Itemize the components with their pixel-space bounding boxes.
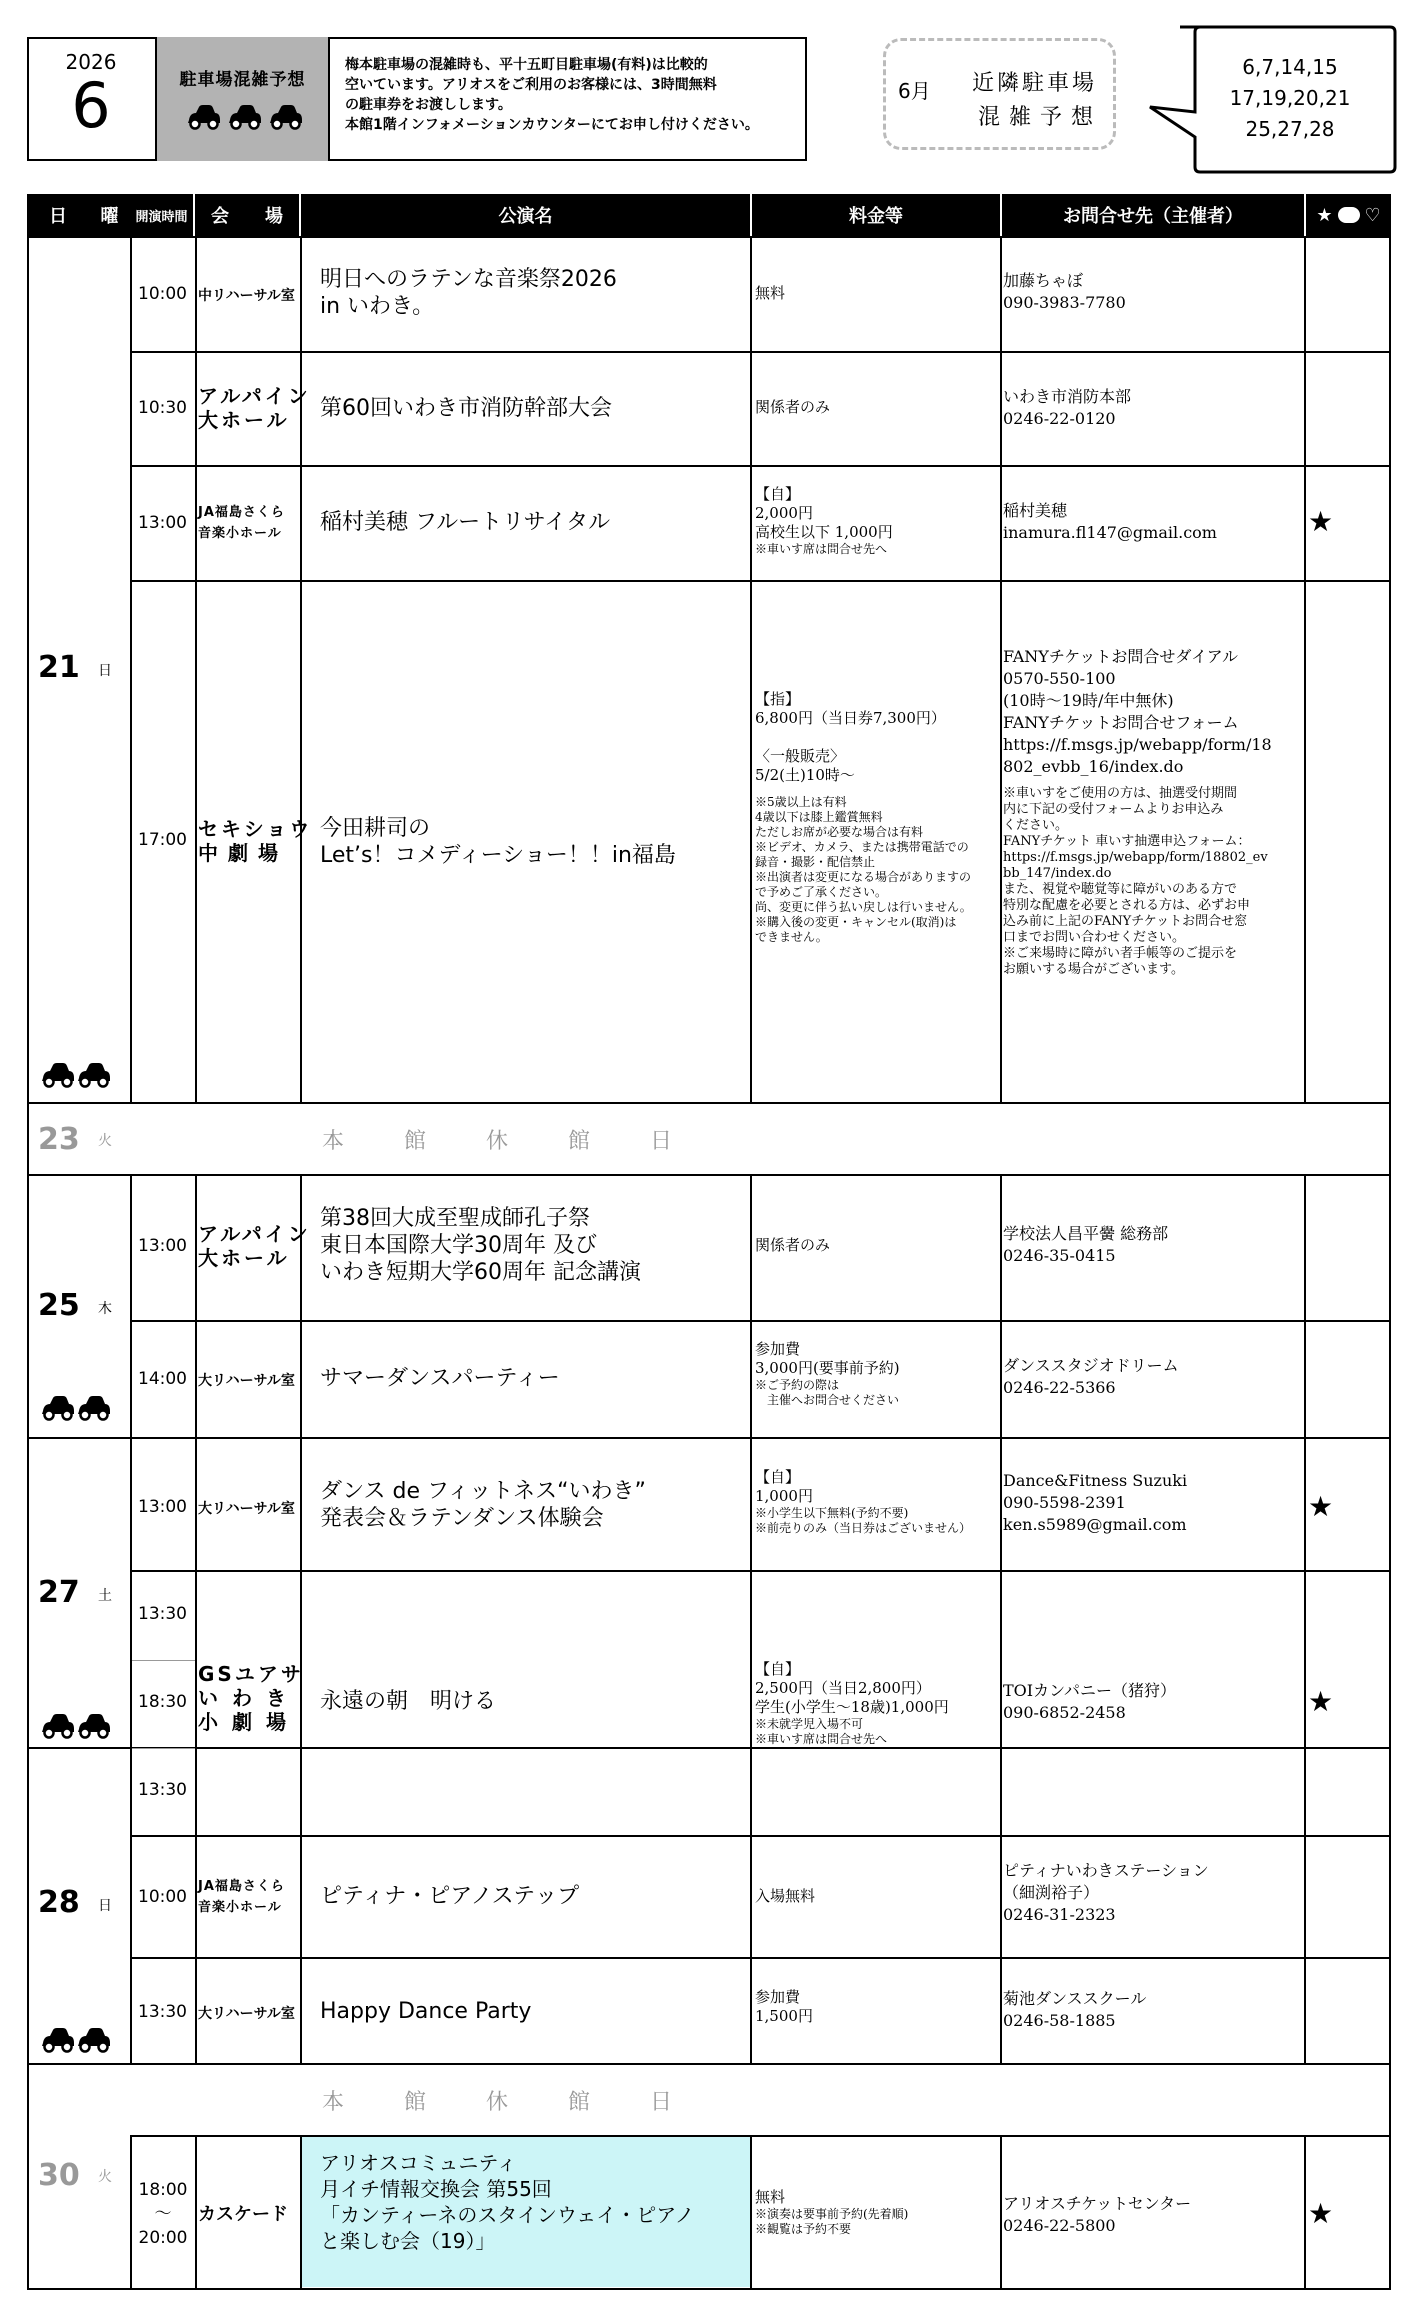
contact-line: TOIカンパニー（猪狩） [1003, 1681, 1176, 1700]
fee-note: 録音・撮影・配信禁止 [755, 855, 876, 869]
day-date: 21 [38, 650, 80, 685]
event-time: 17:00 [138, 830, 187, 850]
venue-line: 小劇場 [198, 1710, 300, 1734]
fee-note: ただしお席が必要な場合は有料 [755, 825, 924, 839]
car-icon [76, 1395, 112, 1421]
day-weekday: 日 [98, 1898, 112, 1914]
event-title: 稲村美穂 フルートリサイタル [320, 510, 611, 535]
contact-note: また、視覚や聴覚等に障がいのある方で [1003, 882, 1238, 897]
fee-note: 尚、変更に伴う払い戻しは行いません。 [755, 900, 972, 914]
event-title [320, 815, 676, 869]
contact-note: お願いする場合がございます。 [1003, 962, 1184, 977]
venue-line: 大ホール [198, 408, 290, 432]
event-title-line: 「カンティーネのスタインウェイ・ピアノ [320, 2203, 695, 2227]
star-icon: ★ [1308, 505, 1334, 538]
contact-line: ken.s5989@gmail.com [1003, 1515, 1187, 1534]
event-title [320, 1205, 641, 1286]
event-contact [1003, 1223, 1168, 1267]
event-title-line: いわき短期大学60周年 記念講演 [320, 1260, 641, 1285]
fee-note: ※購入後の変更・キャンセル(取消)は [755, 915, 957, 929]
event-title: 永遠の朝 明ける [320, 1689, 497, 1714]
nearby-dates-line: 17,19,20,21 [1229, 86, 1351, 110]
event-fee: 無料 [755, 284, 786, 302]
fee-note: ※5歳以上は有料 [755, 795, 847, 809]
fee-note: ※演奏は要事前予約(先着順) [755, 2207, 909, 2221]
parking-note [345, 55, 800, 135]
day-weekday: 火 [98, 1133, 112, 1149]
event-title-line: 明日へのラテンな音楽祭2026 [320, 267, 617, 292]
contact-note: 口までお問い合わせください。 [1003, 930, 1186, 945]
event-fee: 関係者のみ [755, 1236, 831, 1254]
contact-line: 0246-22-0120 [1003, 409, 1116, 428]
event-time: 10:00 [138, 284, 187, 304]
fee-line: 1,000円 [755, 1487, 813, 1505]
time-line: 18:00 [138, 2180, 188, 2200]
event-fee: 入場無料 [755, 1887, 816, 1905]
contact-note: https://f.msgs.jp/webapp/form/18802_ev [1003, 850, 1268, 865]
event-title: 第60回いわき市消防幹部大会 [320, 396, 612, 421]
car-icon [40, 1713, 76, 1739]
event-title-line: in いわき。 [320, 294, 435, 319]
col-header-contact: お問合せ先（主催者） [1002, 194, 1304, 236]
event-title-line: 今田耕司の [320, 816, 431, 841]
day-cars [40, 1395, 112, 1425]
fee-line: 6,800円（当日券7,300円） [755, 709, 946, 727]
event-contact [1003, 270, 1126, 314]
event-venue [198, 817, 312, 865]
parking-forecast-label: 駐車場混雑予想 [179, 70, 306, 90]
venue-line: JA福島さくら [198, 1879, 285, 1894]
day-weekday: 火 [98, 2169, 112, 2185]
parking-note-line: 本館1階インフォメーションカウンターにてお申し付けください。 [345, 117, 759, 133]
fee-note: ※ビデオ、カメラ、または携帯電話での [755, 840, 969, 854]
car-icon [76, 2027, 112, 2053]
fee-note: 主催へお問合せください [755, 1393, 900, 1407]
event-fee [755, 690, 972, 945]
venue-line: いわき [198, 1686, 300, 1710]
col-header-time: 開演時間 [130, 194, 193, 236]
contact-note: 内に下記の受付フォームよりお申込み [1003, 802, 1224, 817]
venue-line: セキショウ [198, 817, 313, 841]
event-venue: 中リハーサル室 [198, 288, 295, 304]
day-date: 27 [38, 1575, 80, 1610]
event-venue [198, 384, 311, 432]
contact-line: ピティナいわきステーション [1003, 1861, 1209, 1880]
car-icon [268, 104, 304, 130]
event-title-line: アリオスコミュニティ [320, 2151, 517, 2175]
contact-line: いわき市消防本部 [1003, 387, 1132, 406]
fee-line: 【自】 [755, 1468, 801, 1486]
fee-note: ※小学生以下無料(予約不要) [755, 1506, 909, 1520]
contact-line: （細渕裕子） [1003, 1883, 1100, 1902]
parking-note-line: 空いています。アリオスをご利用のお客様には、3時間無料 [345, 77, 717, 93]
venue-line: 音楽小ホール [198, 526, 282, 541]
fee-line: 参加費 [755, 1340, 801, 1358]
contact-note: ※ご来場時に障がい者手帳等のご提示を [1003, 946, 1238, 961]
contact-line: https://f.msgs.jp/webapp/form/18 [1003, 735, 1272, 754]
event-venue: 大リハーサル室 [198, 1373, 295, 1389]
contact-line: Dance&Fitness Suzuki [1003, 1471, 1188, 1490]
event-time: 14:00 [138, 1369, 187, 1389]
contact-line: 802_evbb_16/index.do [1003, 757, 1184, 776]
event-time [138, 2178, 188, 2250]
fee-line: 5/2(土)10時〜 [755, 766, 855, 784]
car-icon [40, 2027, 76, 2053]
nearby-dates-line: 25,27,28 [1245, 117, 1335, 141]
venue-line: 音楽小ホール [198, 1900, 282, 1915]
event-time: 18:30 [138, 1692, 187, 1712]
event-contact [1003, 2193, 1191, 2237]
venue-line: GSユアサ [198, 1662, 304, 1686]
venue-line: アルパイン [198, 1222, 311, 1246]
header-year: 2026 [65, 50, 117, 74]
day-cars [40, 1062, 112, 1092]
event-title-line: Let’s！コメディーショー！！in福島 [320, 843, 676, 868]
contact-line: 0570-550-100 [1003, 669, 1116, 688]
fee-note: ※前売りのみ（当日券はございません） [755, 1521, 972, 1535]
fee-line: 2,000円 [755, 504, 813, 522]
contact-line: FANYチケットお問合せフォーム [1003, 713, 1239, 732]
event-venue: 大リハーサル室 [198, 1501, 295, 1517]
wheelchair-icon [1338, 207, 1360, 223]
venue-line: 大ホール [198, 1246, 290, 1270]
car-icon [40, 1062, 76, 1088]
parking-note-line: 梅本駐車場の混雑時も、平十五町目駐車場(有料)は比較的 [345, 57, 708, 73]
col-header-marks [1306, 194, 1391, 236]
fee-note: ※観覧は予約不要 [755, 2222, 852, 2236]
venue-line: JA福島さくら [198, 505, 285, 520]
event-title-line: 発表会＆ラテンダンス体験会 [320, 1506, 604, 1531]
car-icon [76, 1713, 112, 1739]
contact-line: inamura.fl147@gmail.com [1003, 523, 1217, 542]
event-contact [1003, 500, 1217, 544]
event-contact [1003, 1988, 1146, 2032]
event-title [320, 266, 617, 320]
fee-line: 〈一般販売〉 [755, 747, 846, 765]
contact-line: 090-6852-2458 [1003, 1703, 1126, 1722]
event-contact [1003, 386, 1131, 430]
event-title-line: と楽しむ会（19）」 [320, 2229, 496, 2253]
day-weekday: 木 [98, 1301, 112, 1317]
contact-line: 菊池ダンススクール [1003, 1989, 1147, 2008]
nearby-label: 混雑予想 [978, 105, 1103, 130]
fee-line: 1,500円 [755, 2007, 813, 2025]
fee-line: 参加費 [755, 1988, 801, 2006]
event-title-line: 東日本国際大学30周年 及び [320, 1233, 597, 1258]
event-venue [198, 502, 285, 544]
day-date: 30 [38, 2158, 80, 2193]
event-title-line: ダンス de フィットネス“いわき” [320, 1479, 646, 1504]
event-time: 13:00 [138, 513, 187, 533]
event-title: Happy Dance Party [320, 1999, 532, 2024]
contact-note: ※車いすをご使用の方は、抽選受付期間 [1003, 786, 1238, 801]
day-date: 25 [38, 1288, 80, 1323]
col-header-venue: 会 場 [195, 194, 299, 236]
event-title: ピティナ・ピアノステップ [320, 1884, 580, 1909]
parking-cars [165, 104, 325, 134]
fee-line: 高校生以下 1,000円 [755, 523, 893, 541]
event-fee [755, 1468, 971, 1536]
day-date: 23 [38, 1122, 80, 1157]
event-contact [1003, 1860, 1209, 1926]
fee-line: 学生(小学生〜18歳)1,000円 [755, 1698, 949, 1716]
contact-line: 学校法人昌平黌 総務部 [1003, 1224, 1169, 1243]
event-contact [1003, 1470, 1187, 1536]
event-venue [198, 1222, 311, 1270]
event-title: サマーダンスパーティー [320, 1366, 560, 1391]
event-venue: 大リハーサル室 [198, 2006, 295, 2022]
parking-note-line: の駐車券をお渡しします。 [345, 97, 512, 113]
contact-line: FANYチケットお問合せダイアル [1003, 647, 1238, 666]
col-header-weekday: 曜 [89, 194, 130, 236]
contact-line: ダンススタジオドリーム [1003, 1356, 1179, 1375]
col-header-day: 日 [27, 194, 89, 236]
event-time: 13:30 [138, 1780, 187, 1800]
event-title-line: 月イチ情報交換会 第55回 [320, 2177, 552, 2201]
event-venue: カスケード [198, 2204, 288, 2225]
star-icon: ★ [1308, 1490, 1334, 1523]
parking-forecast-panel [155, 37, 330, 161]
contact-line: 0246-22-5800 [1003, 2216, 1116, 2235]
fee-line [755, 728, 972, 747]
event-fee [755, 1988, 813, 2026]
closed-notice: 本館休館日 [322, 1129, 733, 1154]
event-venue [198, 1662, 304, 1734]
fee-line: 2,500円（当日2,800円） [755, 1679, 931, 1697]
event-time: 13:30 [138, 1604, 187, 1624]
contact-line: 090-5598-2391 [1003, 1493, 1126, 1512]
star-icon: ★ [1308, 2197, 1334, 2230]
time-line: 〜 [154, 2204, 172, 2224]
fee-note: 4歳以下は膝上鑑賞無料 [755, 810, 883, 824]
event-title [320, 2150, 695, 2254]
event-title [320, 1478, 646, 1532]
contact-note: bb_147/index.do [1003, 866, 1112, 881]
fee-line: 3,000円(要事前予約) [755, 1359, 900, 1377]
fee-line: 【自】 [755, 485, 801, 503]
event-fee: 関係者のみ [755, 398, 831, 416]
nearby-label: 近隣駐車場 [972, 71, 1098, 96]
event-contact [1003, 1680, 1176, 1724]
heart-icon: ♡ [1364, 204, 1381, 226]
fee-note: ※ご予約の際は [755, 1378, 840, 1392]
car-icon [40, 1395, 76, 1421]
day-weekday: 土 [98, 1588, 112, 1604]
col-header-fee: 料金等 [752, 194, 1000, 236]
fee-note: ※車いす席は問合せ先へ [755, 542, 888, 556]
contact-line: 0246-58-1885 [1003, 2011, 1116, 2030]
event-time: 13:00 [138, 1236, 187, 1256]
event-fee [755, 1660, 949, 1747]
event-venue [198, 1876, 285, 1918]
contact-line: 0246-22-5366 [1003, 1378, 1116, 1397]
day-cars [40, 1713, 112, 1743]
nearby-dates [1190, 52, 1390, 145]
fee-note: ※未就学児入場不可 [755, 1717, 864, 1731]
venue-line: アルパイン [198, 384, 311, 408]
contact-line: (10時〜19時/年中無休) [1003, 691, 1174, 710]
contact-line: アリオスチケットセンター [1003, 2194, 1192, 2213]
closed-notice: 本館休館日 [322, 2090, 733, 2115]
day-cars [40, 2027, 112, 2057]
contact-note: 込み前に上記のFANYチケットお問合せ窓 [1003, 914, 1248, 929]
car-icon [227, 104, 263, 130]
car-icon [76, 1062, 112, 1088]
fee-line: 【指】 [755, 690, 801, 708]
car-icon [186, 104, 222, 130]
event-fee [755, 1340, 900, 1408]
venue-line: 中劇場 [198, 841, 288, 865]
event-title-line: 第38回大成至聖成師孔子祭 [320, 1206, 590, 1231]
contact-line: 0246-31-2323 [1003, 1905, 1116, 1924]
fee-note: ※車いす席は問合せ先へ [755, 1732, 888, 1746]
contact-line: 稲村美穂 [1003, 501, 1068, 520]
col-header-title: 公演名 [301, 194, 750, 236]
contact-line: 0246-35-0415 [1003, 1246, 1116, 1265]
nearby-dates-line: 6,7,14,15 [1242, 55, 1338, 79]
event-time: 13:30 [138, 2002, 187, 2022]
fee-note: ※出演者は変更になる場合がありますの [755, 870, 972, 884]
event-fee [755, 2188, 908, 2237]
event-time: 10:30 [138, 398, 187, 418]
event-time: 10:00 [138, 1887, 187, 1907]
fee-note: で予めご了承ください。 [755, 885, 888, 899]
contact-note: 特別な配慮を必要とされる方は、必ずお申 [1003, 898, 1251, 913]
event-time: 13:00 [138, 1497, 187, 1517]
fee-line: 無料 [755, 2188, 786, 2206]
contact-line: 090-3983-7780 [1003, 293, 1126, 312]
event-fee [755, 485, 893, 557]
contact-line: 加藤ちゃぼ [1003, 271, 1084, 290]
time-line: 20:00 [138, 2228, 188, 2248]
contact-note: FANYチケット 車いす抽選申込フォーム： [1003, 834, 1251, 849]
event-contact [1003, 646, 1272, 978]
star-icon: ★ [1316, 204, 1333, 226]
day-date: 28 [38, 1885, 80, 1920]
fee-line: 【自】 [755, 1660, 801, 1678]
fee-note: できません。 [755, 930, 828, 944]
nearby-month: 6月 [898, 79, 931, 103]
day-weekday: 日 [98, 663, 112, 679]
contact-note: ください。 [1003, 818, 1069, 833]
header-month: 6 [71, 69, 111, 142]
star-icon: ★ [1308, 1685, 1334, 1718]
event-contact [1003, 1355, 1179, 1399]
